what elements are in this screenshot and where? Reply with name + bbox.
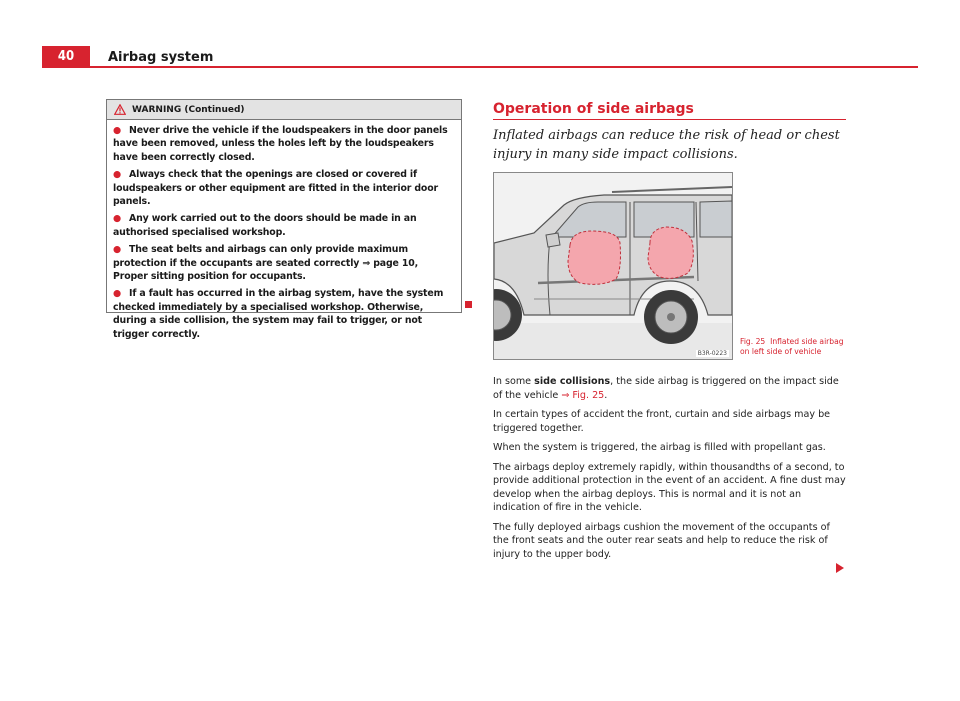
page-number: 40 <box>42 46 90 68</box>
car-side-illustration <box>494 173 732 359</box>
bullet-icon: ● <box>113 169 122 181</box>
page-reference-link[interactable]: ⇒ page 10, Proper sitting position for occupants <box>113 257 418 283</box>
text: In some <box>493 376 535 387</box>
figure-caption <box>740 337 852 357</box>
paragraph: In certain types of accident the front, curtain and side airbags may be triggered together. <box>493 409 831 434</box>
warning-item <box>113 168 455 208</box>
warning-list <box>107 120 461 341</box>
bullet-icon: ● <box>113 213 122 225</box>
text: , the side airbag is triggered on the impact side of the vehicle <box>493 376 839 401</box>
figure-code: B3R-0223 <box>697 350 727 357</box>
warning-title: WARNING (Continued) <box>132 104 245 115</box>
figure-reference-link[interactable]: ⇒ Fig. 25 <box>561 389 605 401</box>
section-rule <box>493 119 846 120</box>
warning-triangle-icon <box>114 104 126 115</box>
warning-item <box>113 243 455 283</box>
warning-item-text: If a fault has occurred in the airbag system, have the system checked immediately by a specialised workshop. Otherwise, during a side collision, the system may fail to trigger, or not trigger correctly. <box>113 288 444 340</box>
figure-side-airbag <box>493 172 733 360</box>
warning-item-text-end: . <box>302 271 306 283</box>
warning-item-text: Always check that the openings are closed or covered if loudspeakers or other equipment are fitted in the interior door panels. <box>113 169 438 208</box>
figure-caption-text: Inflated side airbag on left side of vehicle <box>740 337 844 356</box>
section-title: Operation of side airbags <box>493 101 694 117</box>
emphasis: side collisions <box>534 376 611 387</box>
warning-item <box>113 287 455 341</box>
paragraph: The fully deployed airbags cushion the movement of the occupants of the front seats and the outer rear seats and help to reduce the risk of injury to the upper body. <box>493 521 830 560</box>
continue-arrow-icon <box>836 563 844 573</box>
paragraph: The airbags deploy extremely rapidly, within thousandths of a second, to provide additional protection in the event of an accident. A fine dust may develop when the airbag deploys. This is normal and it is not an indication of fire in the vehicle. <box>493 461 846 513</box>
warning-item-text: Any work carried out to the doors should be made in an authorised specialised workshop. <box>113 213 417 238</box>
warning-item <box>113 212 455 239</box>
figure-caption-label: Fig. 25 <box>740 337 766 346</box>
paragraph <box>493 375 848 402</box>
bullet-icon: ● <box>113 244 122 256</box>
warning-item-text: Never drive the vehicle if the loudspeakers in the door panels have been removed, unless the holes left by the loudspeakers have been correctly closed. <box>113 125 448 163</box>
warning-item-text: The seat belts and airbags can only provide maximum protection if the occupants are seated correctly <box>113 244 408 269</box>
header-rule <box>90 66 918 68</box>
body-text <box>493 375 848 567</box>
warning-item <box>113 124 455 164</box>
bullet-icon: ● <box>113 288 122 300</box>
paragraph: When the system is triggered, the airbag is filled with propellant gas. <box>493 442 826 453</box>
section-end-marker <box>465 301 472 308</box>
text: . <box>604 389 608 401</box>
section-lead: Inflated airbags can reduce the risk of head or chest injury in many side impact collisions. <box>493 128 840 162</box>
bullet-icon: ● <box>113 125 122 136</box>
chapter-title: Airbag system <box>108 50 214 65</box>
warning-header <box>107 100 461 120</box>
warning-box <box>106 99 462 340</box>
